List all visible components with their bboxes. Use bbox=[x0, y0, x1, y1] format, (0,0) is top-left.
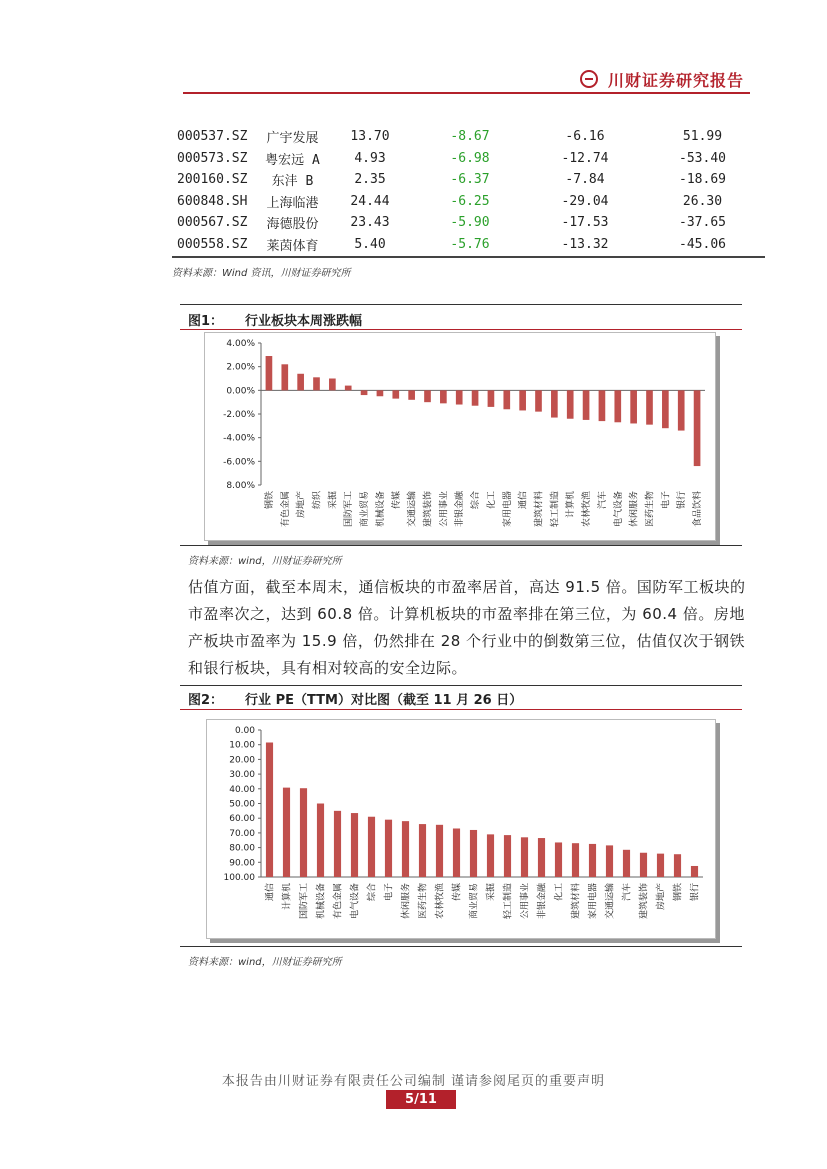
y-tick-label: 60.00 bbox=[229, 814, 255, 825]
bar bbox=[606, 845, 613, 877]
category-label: 钢铁 bbox=[264, 491, 275, 510]
table-cell: 莱茵体育 bbox=[266, 238, 319, 254]
table-cell: 粤宏远 A bbox=[265, 152, 320, 168]
category-label: 机械设备 bbox=[316, 883, 327, 920]
category-label: 国防军工 bbox=[299, 883, 310, 920]
category-label: 电气设备 bbox=[350, 883, 361, 920]
bar bbox=[440, 390, 447, 403]
figure-1-chart bbox=[205, 333, 715, 540]
table-row bbox=[172, 148, 765, 170]
bar bbox=[453, 828, 460, 877]
bar bbox=[646, 390, 653, 424]
table-row bbox=[172, 234, 765, 256]
category-label: 医药生物 bbox=[418, 883, 429, 920]
figure-1-title bbox=[188, 310, 362, 329]
table-cell: 4.93 bbox=[354, 150, 386, 166]
category-label: 建筑装饰 bbox=[639, 883, 650, 920]
y-tick-label: -6.00% bbox=[223, 457, 255, 468]
stock-table bbox=[172, 126, 765, 255]
bar bbox=[313, 377, 320, 390]
table-cell: 000558.SZ bbox=[177, 236, 248, 252]
bar bbox=[599, 390, 606, 421]
table-cell: 海德股份 bbox=[266, 217, 319, 233]
table-cell: -29.04 bbox=[561, 193, 609, 209]
category-label: 电子 bbox=[384, 883, 395, 902]
category-label: 综合 bbox=[367, 883, 378, 902]
category-label: 化工 bbox=[486, 491, 497, 510]
category-label: 休闲服务 bbox=[401, 883, 412, 920]
company-logo-icon bbox=[580, 70, 598, 88]
category-label: 电气设备 bbox=[613, 491, 624, 528]
category-label: 医药生物 bbox=[645, 491, 656, 528]
table-cell: 200160.SZ bbox=[177, 172, 248, 188]
category-label: 农林牧渔 bbox=[435, 883, 446, 920]
figure-1-chart-panel bbox=[204, 332, 716, 541]
y-tick-label: 10.00 bbox=[229, 740, 255, 751]
y-tick-label: 30.00 bbox=[229, 770, 255, 781]
figure-2-chart bbox=[207, 720, 715, 938]
category-label: 商业贸易 bbox=[469, 883, 480, 920]
report-header bbox=[580, 64, 750, 94]
table-row bbox=[172, 212, 765, 234]
bar bbox=[283, 788, 290, 877]
category-label: 银行 bbox=[677, 491, 688, 510]
figure-2-bottom-rule bbox=[180, 946, 742, 947]
category-label: 家用电器 bbox=[588, 883, 599, 920]
bar bbox=[436, 825, 443, 877]
table-source: 资料来源：Wind 资讯，川财证券研究所 bbox=[172, 268, 351, 279]
bar bbox=[470, 830, 477, 877]
table-cell: -6.16 bbox=[565, 129, 605, 145]
figure-1-red-rule bbox=[180, 329, 742, 330]
figure-2 bbox=[180, 685, 742, 975]
table-cell: -6.25 bbox=[450, 193, 490, 209]
bar bbox=[691, 866, 698, 877]
bar bbox=[351, 813, 358, 877]
bar bbox=[408, 390, 415, 399]
bar bbox=[266, 742, 273, 877]
bar bbox=[589, 844, 596, 877]
bar bbox=[266, 356, 273, 390]
bar bbox=[535, 390, 542, 411]
table-cell: -13.32 bbox=[561, 236, 609, 252]
figure-1-caption: 行业板块本周涨跌幅 bbox=[245, 314, 363, 329]
bar bbox=[281, 364, 288, 390]
figure-2-red-rule bbox=[180, 709, 742, 710]
bar bbox=[583, 390, 590, 420]
bar bbox=[630, 390, 637, 423]
table-cell: 000573.SZ bbox=[177, 150, 248, 166]
category-label: 有色金属 bbox=[333, 883, 344, 920]
table-cell: 广宇发展 bbox=[266, 131, 319, 147]
category-label: 非银金融 bbox=[455, 491, 466, 528]
category-label: 纺织 bbox=[312, 491, 323, 510]
bar bbox=[623, 850, 630, 877]
category-label: 汽车 bbox=[622, 883, 633, 902]
table-cell: -7.84 bbox=[565, 172, 605, 188]
category-label: 化工 bbox=[554, 883, 565, 902]
bar bbox=[345, 386, 352, 391]
bar bbox=[377, 390, 384, 396]
table-cell: -12.74 bbox=[561, 150, 609, 166]
bar bbox=[392, 390, 399, 398]
table-cell: 5.40 bbox=[354, 236, 386, 252]
category-label: 传媒 bbox=[452, 883, 463, 902]
category-label: 建筑材料 bbox=[534, 491, 545, 528]
bar bbox=[472, 390, 479, 405]
bar bbox=[297, 374, 304, 391]
category-label: 交通运输 bbox=[407, 491, 418, 528]
bar bbox=[678, 390, 685, 430]
category-label: 采掘 bbox=[486, 883, 497, 902]
figure-2-source: 资料来源：wind，川财证券研究所 bbox=[188, 957, 342, 968]
bar bbox=[368, 817, 375, 877]
table-cell: 东沣 B bbox=[271, 174, 314, 190]
page-number: 5/11 bbox=[386, 1090, 456, 1109]
bar bbox=[456, 390, 463, 404]
y-tick-label: -2.00% bbox=[223, 410, 255, 420]
category-label: 计算机 bbox=[566, 491, 577, 519]
bar bbox=[503, 390, 510, 409]
table-cell: -8.67 bbox=[450, 129, 490, 145]
bar bbox=[419, 824, 426, 877]
category-label: 房地产 bbox=[296, 491, 307, 519]
bar bbox=[317, 804, 324, 878]
bar bbox=[488, 390, 495, 407]
category-label: 钢铁 bbox=[673, 883, 684, 902]
category-label: 轻工制造 bbox=[550, 491, 561, 528]
category-label: 家用电器 bbox=[502, 491, 513, 528]
category-label: 交通运输 bbox=[605, 883, 616, 920]
bar bbox=[487, 834, 494, 877]
bar bbox=[385, 820, 392, 877]
y-tick-label: 8.00% bbox=[226, 481, 255, 491]
figure-1 bbox=[180, 304, 742, 567]
category-label: 非银金融 bbox=[537, 883, 548, 920]
y-tick-label: 40.00 bbox=[229, 784, 255, 795]
y-tick-label: 4.00% bbox=[226, 339, 255, 349]
figure-1-bottom-rule bbox=[180, 545, 742, 546]
category-label: 房地产 bbox=[656, 883, 667, 911]
figure-1-source: 资料来源：wind，川财证券研究所 bbox=[188, 556, 342, 567]
y-tick-label: 100.00 bbox=[223, 873, 255, 883]
bar bbox=[504, 835, 511, 877]
y-tick-label: -4.00% bbox=[223, 433, 255, 444]
y-tick-label: 0.00% bbox=[226, 386, 255, 397]
table-row bbox=[172, 126, 765, 148]
figure-1-top-rule bbox=[180, 304, 742, 305]
table-cell: -45.06 bbox=[679, 236, 726, 252]
bar bbox=[662, 390, 669, 428]
table-cell: 000537.SZ bbox=[177, 129, 248, 145]
y-tick-label: 80.00 bbox=[229, 843, 255, 854]
figure-2-chart-panel bbox=[206, 719, 716, 939]
y-tick-label: 50.00 bbox=[229, 799, 255, 810]
bar bbox=[657, 854, 664, 877]
y-tick-label: 70.00 bbox=[229, 828, 255, 839]
category-label: 电子 bbox=[661, 491, 672, 510]
category-label: 计算机 bbox=[282, 883, 293, 911]
bar bbox=[519, 390, 526, 410]
bar bbox=[694, 390, 701, 466]
y-tick-label: 2.00% bbox=[226, 362, 255, 373]
table-cell: 2.35 bbox=[354, 172, 386, 188]
table-cell: 13.70 bbox=[350, 129, 390, 145]
bar bbox=[424, 390, 431, 402]
table-row bbox=[172, 169, 765, 191]
category-label: 机械设备 bbox=[375, 491, 386, 528]
table-cell: -18.69 bbox=[679, 172, 726, 188]
table-cell: -5.76 bbox=[450, 236, 490, 252]
table-cell: -53.40 bbox=[679, 150, 726, 166]
y-tick-label: 0.00 bbox=[234, 726, 255, 736]
bar bbox=[361, 390, 368, 395]
table-cell: 24.44 bbox=[350, 193, 390, 209]
category-label: 商业贸易 bbox=[360, 491, 371, 528]
bar bbox=[614, 390, 621, 422]
category-label: 采掘 bbox=[328, 491, 339, 510]
category-label: 综合 bbox=[471, 491, 482, 510]
bar bbox=[402, 821, 409, 877]
category-label: 建筑材料 bbox=[571, 883, 582, 920]
category-label: 国防军工 bbox=[344, 491, 355, 528]
bar bbox=[567, 390, 574, 418]
category-label: 通信 bbox=[265, 883, 276, 902]
y-tick-label: 90.00 bbox=[229, 858, 255, 869]
bar bbox=[555, 842, 562, 877]
table-cell: -6.98 bbox=[450, 150, 490, 166]
category-label: 农林牧渔 bbox=[582, 491, 593, 528]
table-cell: -37.65 bbox=[679, 215, 726, 231]
table-cell: -6.37 bbox=[450, 172, 490, 188]
category-label: 银行 bbox=[690, 883, 701, 902]
bar bbox=[640, 853, 647, 877]
bar bbox=[572, 843, 579, 877]
figure-2-caption: 行业 PE（TTM）对比图（截至 11 月 26 日） bbox=[245, 693, 523, 708]
category-label: 传媒 bbox=[391, 491, 402, 510]
figure-2-title bbox=[188, 689, 522, 708]
category-label: 有色金属 bbox=[280, 491, 291, 528]
table-bottom-rule bbox=[172, 256, 765, 258]
table-cell: 600848.SH bbox=[177, 193, 248, 209]
table-cell: 23.43 bbox=[350, 215, 390, 231]
header-rule bbox=[183, 92, 750, 94]
valuation-paragraph: 估值方面，截至本周末，通信板块的市盈率居首，高达 91.5 倍。国防军工板块的市盈率次之，达到 60.8 倍。计算机板块的市盈率排在第三位，为 60.4 倍。房地产板块市盈率为 15.9 倍，仍然排在 28 个行业中的倒数第三位，估值仅次于钢铁和银行板块，具有相对较高的安全边际。 bbox=[188, 578, 746, 677]
figure-2-top-rule bbox=[180, 685, 742, 686]
category-label: 汽车 bbox=[597, 491, 608, 510]
bar bbox=[334, 811, 341, 877]
footer-disclaimer: 本报告由川财证券有限责任公司编制 谨请参阅尾页的重要声明 bbox=[221, 1074, 606, 1089]
bar bbox=[300, 788, 307, 877]
category-label: 食品饮料 bbox=[693, 490, 704, 528]
table-cell: -17.53 bbox=[561, 215, 609, 231]
category-label: 休闲服务 bbox=[629, 491, 640, 528]
report-title: 川财证券研究报告 bbox=[608, 70, 745, 90]
category-label: 公用事业 bbox=[439, 491, 450, 528]
table-row bbox=[172, 191, 765, 213]
bar bbox=[674, 854, 681, 877]
table-cell: 51.99 bbox=[682, 129, 723, 145]
bar bbox=[329, 379, 336, 391]
bar bbox=[521, 837, 528, 877]
y-tick-label: 20.00 bbox=[229, 755, 255, 766]
category-label: 建筑装饰 bbox=[423, 491, 434, 528]
figure-2-label: 图2： bbox=[188, 693, 224, 708]
bar bbox=[538, 838, 545, 877]
figure-1-label: 图1： bbox=[188, 314, 224, 329]
table-cell: -5.90 bbox=[450, 215, 490, 231]
category-label: 通信 bbox=[518, 491, 529, 510]
table-cell: 26.30 bbox=[682, 193, 723, 209]
bar bbox=[551, 390, 558, 417]
table-cell: 上海临港 bbox=[266, 195, 319, 211]
category-label: 轻工制造 bbox=[503, 883, 514, 920]
category-label: 公用事业 bbox=[520, 883, 531, 920]
table-cell: 000567.SZ bbox=[177, 215, 248, 231]
